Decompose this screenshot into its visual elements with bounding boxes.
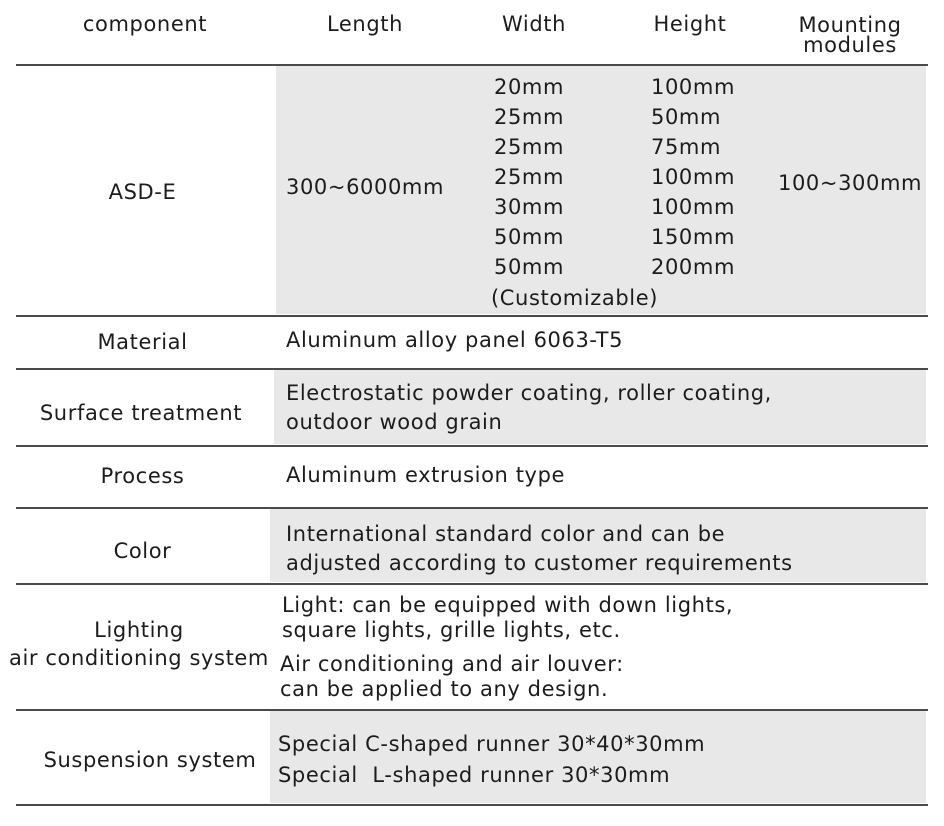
header-length: Length	[326, 12, 404, 36]
asd-length: 300~6000mm	[286, 175, 445, 199]
asd-width-value: 50mm	[494, 225, 565, 249]
asd-height-value: 100mm	[651, 195, 735, 219]
lighting-label-line2: air conditioning system	[9, 646, 269, 670]
asd-height-value: 150mm	[651, 225, 735, 249]
asd-width-value: 30mm	[494, 195, 565, 219]
asd-label: ASD-E	[108, 180, 177, 204]
asd-widths	[494, 72, 564, 282]
color-value	[286, 520, 793, 578]
suspension-line: Special L-shaped runner 30*30mm	[278, 763, 671, 787]
header-component: component	[82, 12, 208, 36]
process-value: Aluminum extrusion type	[286, 463, 566, 487]
rule-suspension	[16, 804, 928, 806]
rule-color	[16, 583, 928, 585]
lighting-value	[282, 593, 733, 643]
aircon-line: Air conditioning and air louver:	[280, 652, 624, 676]
suspension-line: Special C-shaped runner 30*40*30mm	[278, 732, 706, 756]
rule-asd	[16, 315, 928, 317]
surface-line: Electrostatic powder coating, roller coating,	[286, 381, 772, 405]
aircon-line: can be applied to any design.	[280, 677, 609, 701]
asd-height-value: 100mm	[651, 165, 735, 189]
suspension-value	[278, 729, 705, 791]
suspension-label: Suspension system	[43, 748, 257, 772]
lighting-label-line1: Lighting	[94, 618, 184, 642]
asd-heights	[651, 72, 735, 282]
rule-process	[16, 507, 928, 509]
header-mounting-line2: modules	[803, 33, 897, 57]
asd-width-value: 25mm	[494, 105, 565, 129]
asd-height-value: 50mm	[651, 105, 722, 129]
rule-surface	[16, 445, 928, 447]
surface-label: Surface treatment	[39, 401, 243, 425]
lighting-line: Light: can be equipped with down lights,	[282, 593, 734, 617]
material-label: Material	[97, 330, 188, 354]
header-height: Height	[653, 12, 727, 36]
header-width: Width	[501, 12, 566, 36]
color-line: International standard color and can be	[286, 522, 726, 546]
lighting-line: square lights, grille lights, etc.	[282, 618, 621, 642]
asd-width-value: 20mm	[494, 75, 565, 99]
asd-width-value: 25mm	[494, 165, 565, 189]
rule-header	[16, 64, 928, 66]
color-label: Color	[113, 539, 172, 563]
header-mounting	[770, 15, 930, 55]
header-mounting-line1: Mounting	[798, 13, 902, 37]
asd-height-value: 100mm	[651, 75, 735, 99]
surface-line: outdoor wood grain	[286, 410, 503, 434]
aircon-value	[280, 652, 624, 702]
rule-material	[16, 368, 928, 370]
asd-width-value: 25mm	[494, 135, 565, 159]
asd-width-value: 50mm	[494, 255, 565, 279]
process-label: Process	[100, 464, 185, 488]
asd-height-value: 200mm	[651, 255, 735, 279]
lighting-label	[4, 616, 274, 672]
color-line: adjusted according to customer requirements	[286, 551, 793, 575]
asd-mounting: 100~300mm	[778, 171, 923, 195]
surface-value	[286, 379, 772, 437]
asd-height-value: 75mm	[651, 135, 722, 159]
material-value: Aluminum alloy panel 6063-T5	[286, 328, 624, 352]
asd-note: (Customizable)	[491, 286, 659, 310]
rule-lighting	[16, 709, 928, 711]
